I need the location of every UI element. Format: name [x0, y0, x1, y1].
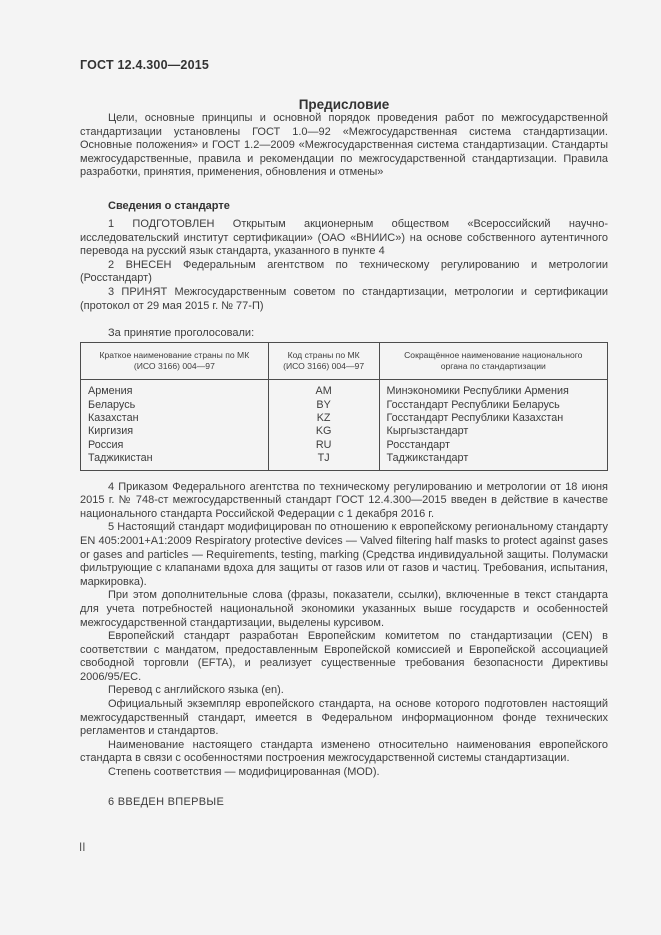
header-org: Сокращённое наименование национального органа по стандартизации [379, 343, 607, 380]
cell-country: Армения [81, 380, 269, 399]
item-3-accepted: 3 ПРИНЯТ Межгосударственным советом по стандартизации, метрологии и сертификации (протокол от 29 мая 2015 г. № 77-П) [80, 285, 608, 312]
table-row [81, 380, 608, 399]
cell-org: Госстандарт Республики Беларусь [379, 399, 607, 412]
cell-org: Росстандарт [379, 439, 607, 452]
page-title: Предисловие [298, 97, 390, 112]
cell-org: Таджикстандарт [379, 452, 607, 470]
cell-code: TJ [268, 452, 379, 470]
page-number: II [79, 842, 86, 854]
cell-code: RU [268, 439, 379, 452]
vote-caption: За принятие проголосовали: [108, 327, 255, 340]
item-5-note-cen: Европейский стандарт разработан Европейским комитетом по стандартизации (CEN) в соответствии с мандатом, предоставленным Европейской комиссией и Европейской ассоциацией свободной торговли (EFTA), и реализует существенные требования безопасности Директивы 2006/95/EC. [80, 630, 608, 683]
header-code: Код страны по МК (ИСО 3166) 004—97 [268, 343, 379, 380]
cell-code: BY [268, 399, 379, 412]
header-country: Краткое наименование страны по МК (ИСО 3166) 004—97 [81, 343, 269, 380]
item-5-modified: 5 Настоящий стандарт модифицирован по отношению к европейскому региональному стандарту EN 405:2001+A1:2009 Respiratory protective devices — Valved filtering half masks to protect against gases or gases and particles — Requirements, testing, marking (Средства индивидуальной защиты. Полумаски фильтрующие с клапанами вдоха для защиты от газов или от газов и частиц. Требования, испытания, маркировка). [80, 521, 608, 588]
item-5-note-italic-words: При этом дополнительные слова (фразы, показатели, ссылки), включенные в текст стандарта для учета потребностей национальной экономики указанных выше государств и особенностей межгосударственной стандартизации, выделены курсивом. [80, 589, 608, 629]
doc-code: ГОСТ 12.4.300—2015 [80, 58, 210, 72]
item-5-note-renamed: Наименование настоящего стандарта изменено относительно наименования европейского стандарта в связи с особенностями построения межгосударственной системы стандартизации. [80, 738, 608, 765]
cell-country: Киргизия [81, 425, 269, 438]
cell-code: KZ [268, 412, 379, 425]
cell-org: Минэкономики Республики Армения [379, 380, 607, 399]
item-5-note-degree: Степень соответствия — модифицированная (MOD). [108, 766, 380, 779]
cell-code: AM [268, 380, 379, 399]
item-6-first-issued: 6 ВВЕДЕН ВПЕРВЫЕ [108, 795, 225, 808]
item-1-prepared: 1 ПОДГОТОВЛЕН Открытым акционерным обществом «Всероссийский научно-исследовательский институт сертификации» (ОАО «ВНИИС») на основе собственного аутентичного перевода на русский язык стандарта, указанного в пункте 4 [80, 217, 608, 258]
table-row [81, 412, 608, 425]
info-heading: Сведения о стандарте [108, 199, 230, 212]
item-5-note-official-copy: Официальный экземпляр европейского стандарта, на основе которого подготовлен настоящий межгосударственный стандарт, имеется в Федеральном информационном фонде технических регламентов и стандартов. [80, 698, 608, 738]
cell-country: Казахстан [81, 412, 269, 425]
table-row [81, 439, 608, 452]
vote-table-header [81, 343, 608, 380]
vote-table [80, 342, 608, 470]
cell-org: Госстандарт Республики Казахстан [379, 412, 607, 425]
cell-org: Кыргызстандарт [379, 425, 607, 438]
table-row [81, 399, 608, 412]
intro-paragraph: Цели, основные принципы и основной порядок проведения работ по межгосударственной стандартизации установлены ГОСТ 1.0—92 «Межгосударственная система стандартизации. Основные положения» и ГОСТ 1.2—2009 «Межгосударственная система стандартизации. Стандарты межгосударственные, правила и рекомендации по межгосударственной стандартизации. Правила разработки, принятия, применения, обновления и отмены» [80, 112, 608, 179]
cell-country: Беларусь [81, 399, 269, 412]
table-row [81, 452, 608, 470]
cell-country: Россия [81, 439, 269, 452]
cell-country: Таджикистан [81, 452, 269, 470]
item-2-submitted: 2 ВНЕСЕН Федеральным агентством по техническому регулированию и метрологии (Росстандарт) [80, 258, 608, 285]
item-5-note-translation: Перевод с английского языка (en). [108, 684, 284, 697]
cell-code: KG [268, 425, 379, 438]
table-row [81, 425, 608, 438]
item-4-order: 4 Приказом Федерального агентства по техническому регулированию и метрологии от 18 июня 2015 г. № 748-ст межгосударственный стандарт ГОСТ 12.4.300—2015 введен в действие в качестве национального стандарта Российской Федерации с 1 декабря 2016 г. [80, 480, 608, 520]
page-content [80, 58, 608, 808]
